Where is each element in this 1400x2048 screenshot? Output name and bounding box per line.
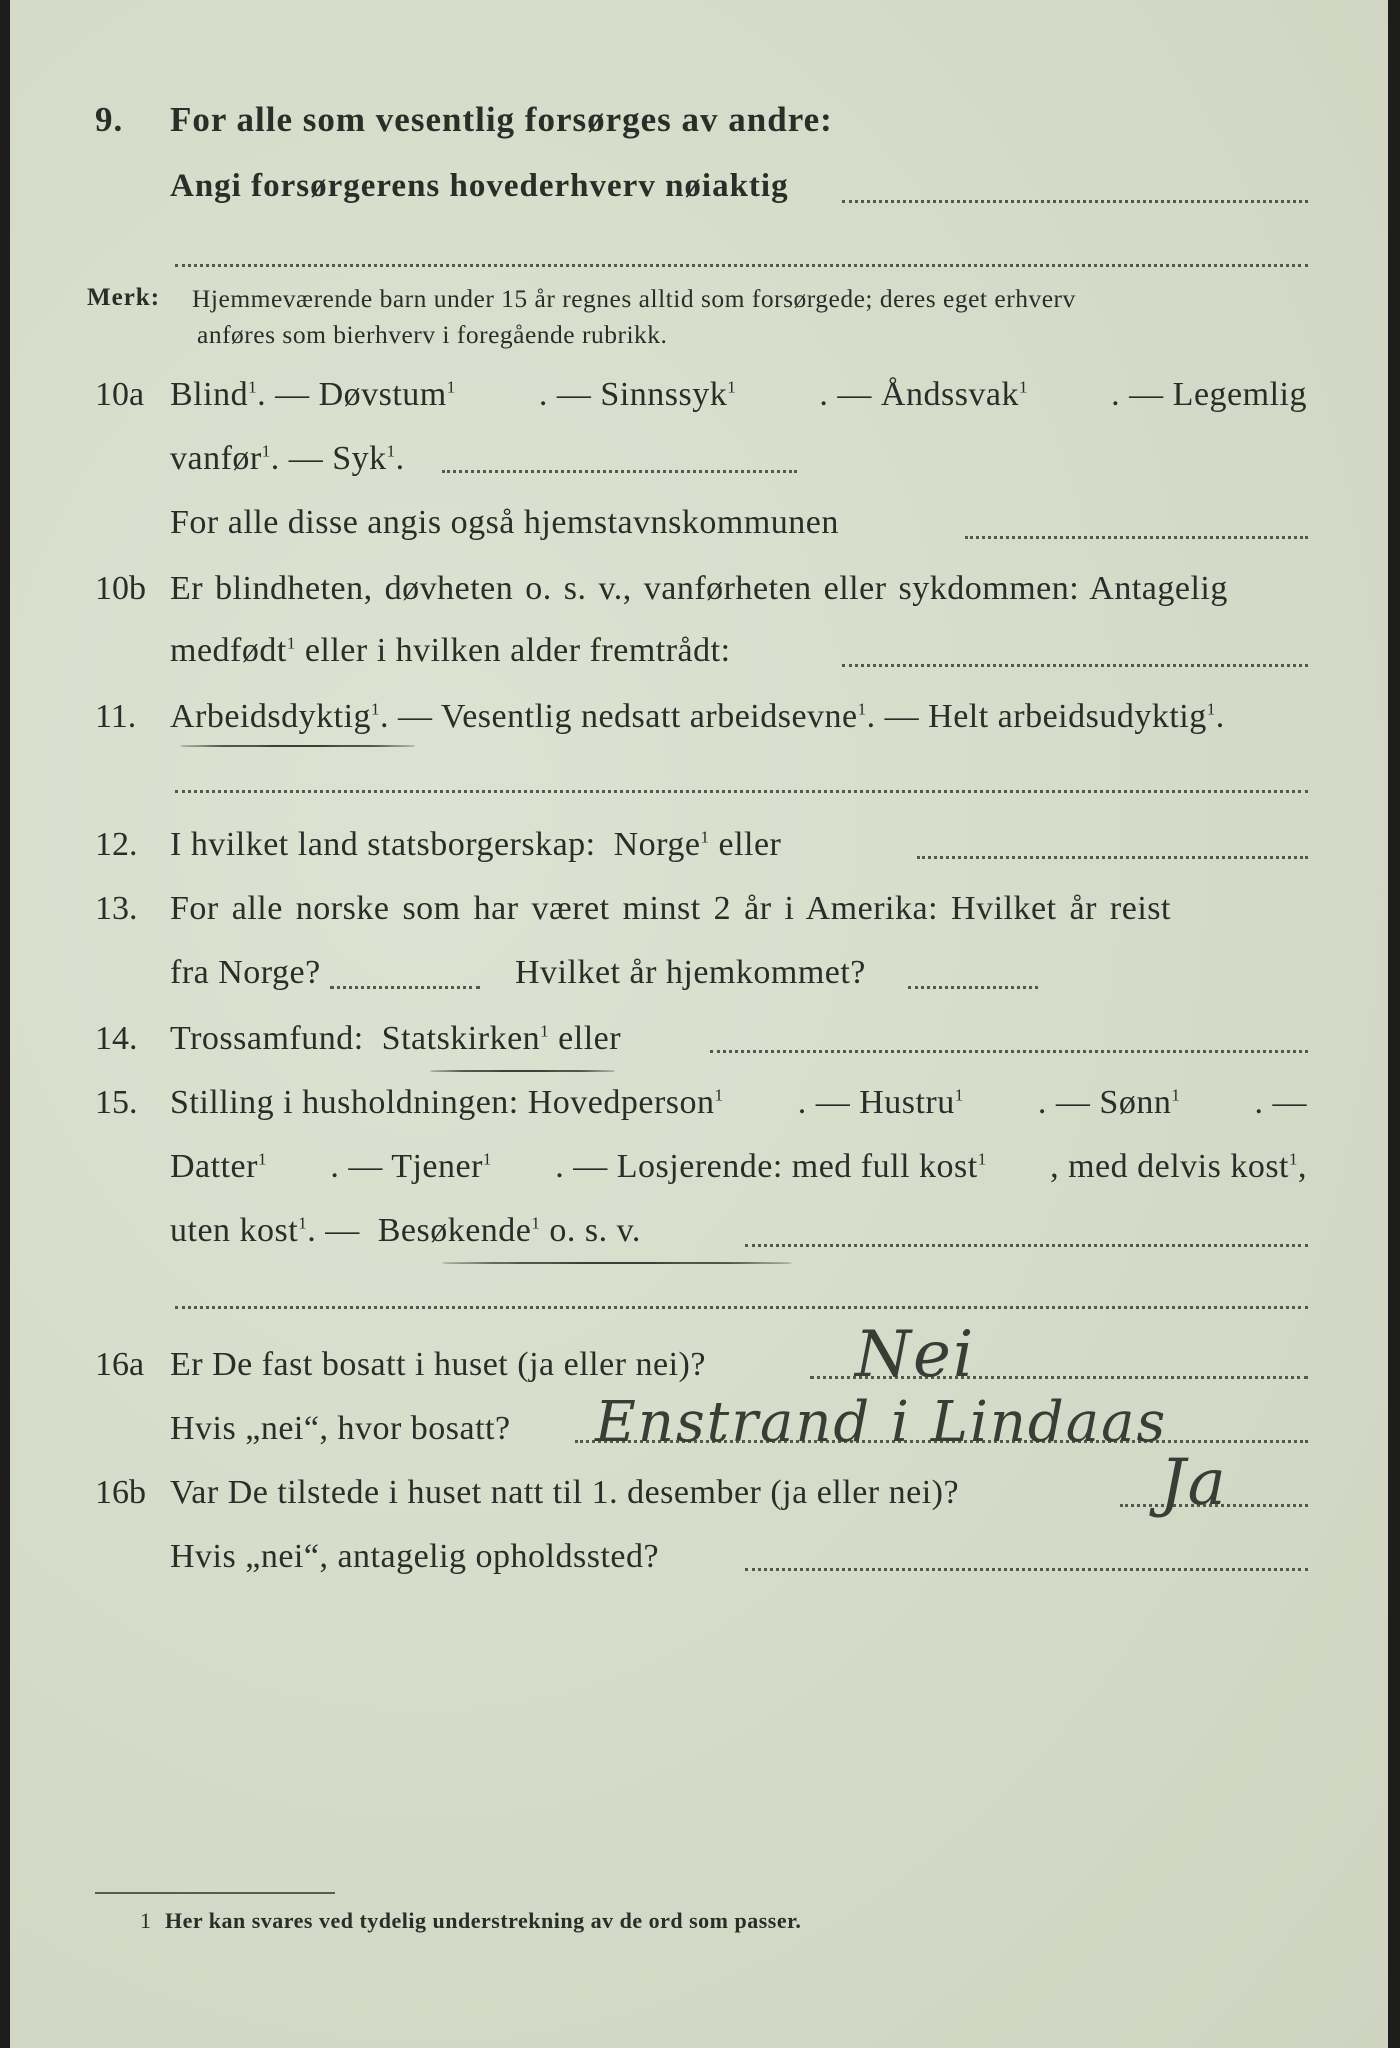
q16a-handwritten-bosatt: Enstrand i Lindaas: [595, 1390, 1168, 1455]
merk-line1: Hjemmeværende barn under 15 år regnes alltid som forsørgede; deres eget erhverv: [192, 284, 1076, 313]
q15-line2: Datter$^1$ . — Tjener$^1$ . — Losjerende: med full kost$^1$ , med delvis kost$^1$,: [170, 1148, 1307, 1185]
q12-line: I hvilket land statsborgerskap: Norge$^1$ eller: [170, 826, 782, 863]
q14-line: Trossamfund: Statskirken$^1$ eller: [170, 1020, 622, 1057]
statskirken-option: Statskirken: [381, 1020, 541, 1057]
besokende-underline: [442, 1262, 792, 1264]
q11-number: 11.: [95, 698, 137, 735]
q15-line1: Stilling i husholdningen: Hovedperson$^1$ . — Hustru$^1$ . — Sønn$^1$ . —: [170, 1084, 1307, 1121]
q16b-handwritten-answer: Ja: [1160, 1446, 1228, 1520]
q9-line2: Angi forsørgerens hovederhverv nøiaktig: [170, 168, 789, 204]
arbeidsdyktig-underline: [180, 745, 415, 747]
q13-line2a: fra Norge?: [170, 954, 321, 991]
q13-reist-line: [330, 986, 480, 989]
q9-answer-line: [842, 200, 1308, 203]
q10b-line2: medfødt$^1$ eller i hvilken alder fremtrådt:: [170, 632, 731, 669]
q10a-line1: Blind$^1$. — Døvstum$^1$ . — Sinnssyk$^1$ . — Åndssvak$^1$ . — Legemlig: [170, 376, 1307, 413]
footnote-rule: [95, 1892, 335, 1894]
q16a-handwritten-answer: Nei: [855, 1318, 976, 1392]
q9-answer-line-2: [175, 264, 1308, 267]
q10b-answer-line: [842, 664, 1308, 667]
q16a-line1: Er De fast bosatt i huset (ja eller nei)?: [170, 1346, 706, 1383]
q13-line2b: Hvilket år hjemkommet?: [515, 954, 866, 991]
q16b-line2: Hvis „nei“, antagelig opholdssted?: [170, 1538, 660, 1575]
q15-answer-line: [745, 1244, 1308, 1247]
merk-label: Merk:: [87, 284, 161, 311]
q13-hjemkommet-line: [908, 986, 1038, 989]
q16b-number: 16b: [95, 1474, 146, 1511]
q15-line3: uten kost$^1$. — Besøkende$^1$ o. s. v.: [170, 1212, 641, 1249]
footnote-mark: 1: [140, 1908, 152, 1933]
q10b-line1: Er blindheten, døvheten o. s. v., vanførheten eller sykdommen: Antagelig: [170, 570, 1228, 607]
q15-answer-line-2: [175, 1306, 1308, 1309]
q10a-hjemstavn-line: [965, 536, 1308, 539]
q13-number: 13.: [95, 890, 138, 927]
q10a-number: 10a: [95, 376, 145, 413]
q11-answer-line: [175, 790, 1308, 793]
q9-number: 9.: [95, 100, 124, 139]
q9-title: For alle som vesentlig forsørges av andre:: [170, 100, 833, 139]
merk-line2: anføres som bierhverv i foregående rubrikk.: [197, 320, 668, 349]
q12-number: 12.: [95, 826, 138, 863]
footnote-text: Her kan svares ved tydelig understrekning av de ord som passer.: [165, 1908, 802, 1933]
andssvak-option: . — Åndssvak: [819, 376, 1020, 413]
q16a-line2: Hvis „nei“, hvor bosatt?: [170, 1410, 511, 1447]
q16b-opholdssted-line: [745, 1568, 1308, 1571]
q10a-answer-line: [442, 470, 797, 473]
q10b-number: 10b: [95, 570, 146, 607]
besokende-option: Besøkende: [377, 1212, 532, 1249]
statskirken-underline: [430, 1070, 615, 1072]
q10a-line2: vanfør$^1$. — Syk$^1$.: [170, 440, 405, 477]
q14-number: 14.: [95, 1020, 138, 1057]
q15-number: 15.: [95, 1084, 138, 1121]
q14-answer-line: [710, 1050, 1308, 1053]
arbeidsdyktig-option: Arbeidsdyktig: [170, 698, 372, 735]
norge-option: Norge: [613, 826, 701, 863]
sinnssyk-option: . — Sinnssyk: [538, 376, 728, 413]
q12-answer-line: [917, 856, 1308, 859]
q16b-line1: Var De tilstede i huset natt til 1. desember (ja eller nei)?: [170, 1474, 960, 1511]
q16a-number: 16a: [95, 1346, 145, 1383]
q11-line: Arbeidsdyktig$^1$. — Vesentlig nedsatt arbeidsevne$^1$. — Helt arbeidsudyktig$^1$.: [170, 698, 1225, 735]
q10a-line3: For alle disse angis også hjemstavnskommunen: [170, 504, 839, 541]
census-form-page: [10, 0, 1388, 2048]
legemlig-option: . — Legemlig: [1111, 376, 1307, 413]
q13-line1: For alle norske som har været minst 2 år i Amerika: Hvilket år reist: [170, 890, 1171, 927]
blind-option: Blind: [170, 376, 249, 413]
